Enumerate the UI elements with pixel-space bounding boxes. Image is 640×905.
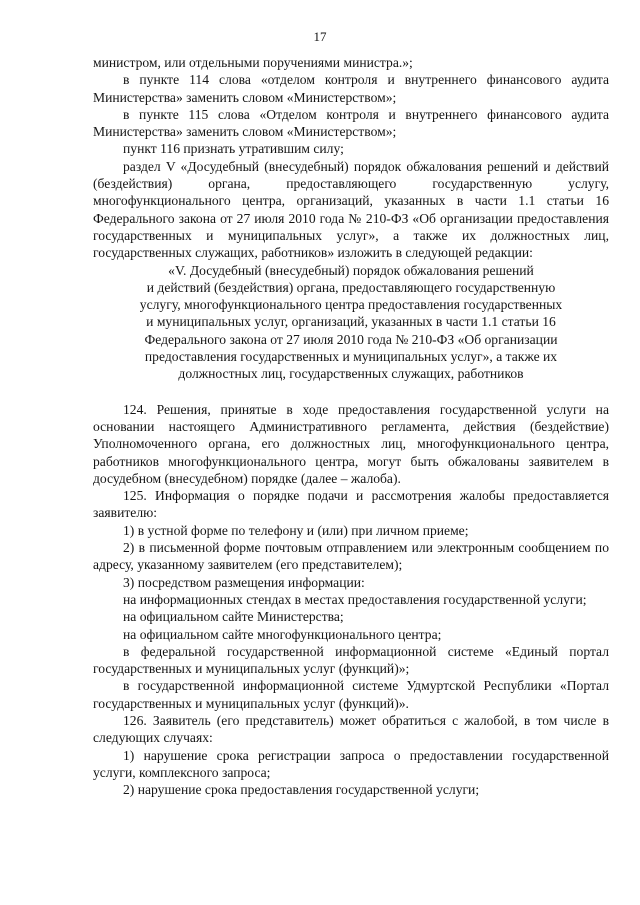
section-title-line: услугу, многофункционального центра предоставления государственных (139, 297, 563, 313)
paragraph: в пункте 114 слова «отделом контроля и внутреннего финансового аудита Министерства» заменить словом «Министерством»; (93, 72, 609, 105)
list-item: на информационных стендах в местах предоставления государственной услуги; (123, 591, 587, 607)
paragraph: раздел V «Досудебный (внесудебный) порядок обжалования решений и действий (бездействия) органа, предоставляющего государственную услугу, многофункционального центра, организаций, указанных в части 1.1 статьи 16 Федерального закона от 27 июля 2010 года № 210-ФЗ «Об организации предоставления государственных и муниципальных услуг», а также их должностных лиц, государственных служащих, работников» изложить в следующей редакции: (93, 158, 609, 261)
section-title-line: должностных лиц, государственных служащих, работников (178, 366, 524, 382)
paragraph: министром, или отдельными поручениями министра.»; (93, 55, 413, 70)
paragraph: 124. Решения, принятые в ходе предоставления государственной услуги на основании настоящего Административного регламента, действия (бездействие) Уполномоченного органа, его должностных лиц, многофункционального центра, работников многофункционального центра, могут быть обжалованы заявителем в досудебном (внесудебном) порядке (далее – жалоба). (93, 401, 609, 486)
document-body (93, 54, 609, 798)
list-item: 2) в письменной форме почтовым отправлением или электронным сообщением по адресу, указанному заявителем (его представителем); (93, 540, 609, 573)
paragraph: в пункте 115 слова «Отделом контроля и внутреннего финансового аудита Министерства» заменить словом «Министерством»; (93, 106, 609, 140)
paragraph: 125. Информация о порядке подачи и рассмотрения жалобы предоставляется заявителю: (93, 488, 609, 521)
page-number: 17 (313, 29, 327, 44)
list-item: на официальном сайте многофункционального центра; (123, 626, 442, 642)
list-item: в федеральной государственной информационной системе «Единый портал государственных и муниципальных услуг (функций)»; (93, 643, 609, 677)
list-item: 3) посредством размещения информации: (123, 574, 365, 590)
section-title-line: и муниципальных услуг, организаций, указанных в части 1.1 статьи 16 (146, 314, 556, 330)
paragraph: пункт 116 признать утратившим силу; (123, 141, 344, 157)
paragraph: 126. Заявитель (его представитель) может обратиться с жалобой, в том числе в следующих случаях: (93, 712, 609, 746)
section-title-line: предоставления государственных и муниципальных услуг», а также их (144, 349, 558, 365)
list-item: 1) в устной форме по телефону и (или) при личном приеме; (123, 522, 469, 538)
section-title (93, 262, 609, 383)
list-item: на официальном сайте Министерства; (123, 609, 344, 625)
list-item: 1) нарушение срока регистрации запроса о предоставлении государственной услуги, комплексного запроса; (93, 747, 609, 780)
list-item: в государственной информационной системе Удмуртской Республики «Портал государственных и муниципальных услуг (функций)». (93, 678, 609, 711)
section-title-line: Федерального закона от 27 июля 2010 года № 210-ФЗ «Об организации (144, 331, 558, 347)
section-title-line: и действий (бездействия) органа, предоставляющего государственную (146, 279, 556, 295)
section-title-line: «V. Досудебный (внесудебный) порядок обжалования решений (168, 262, 534, 278)
list-item: 2) нарушение срока предоставления государственной услуги; (123, 782, 480, 798)
